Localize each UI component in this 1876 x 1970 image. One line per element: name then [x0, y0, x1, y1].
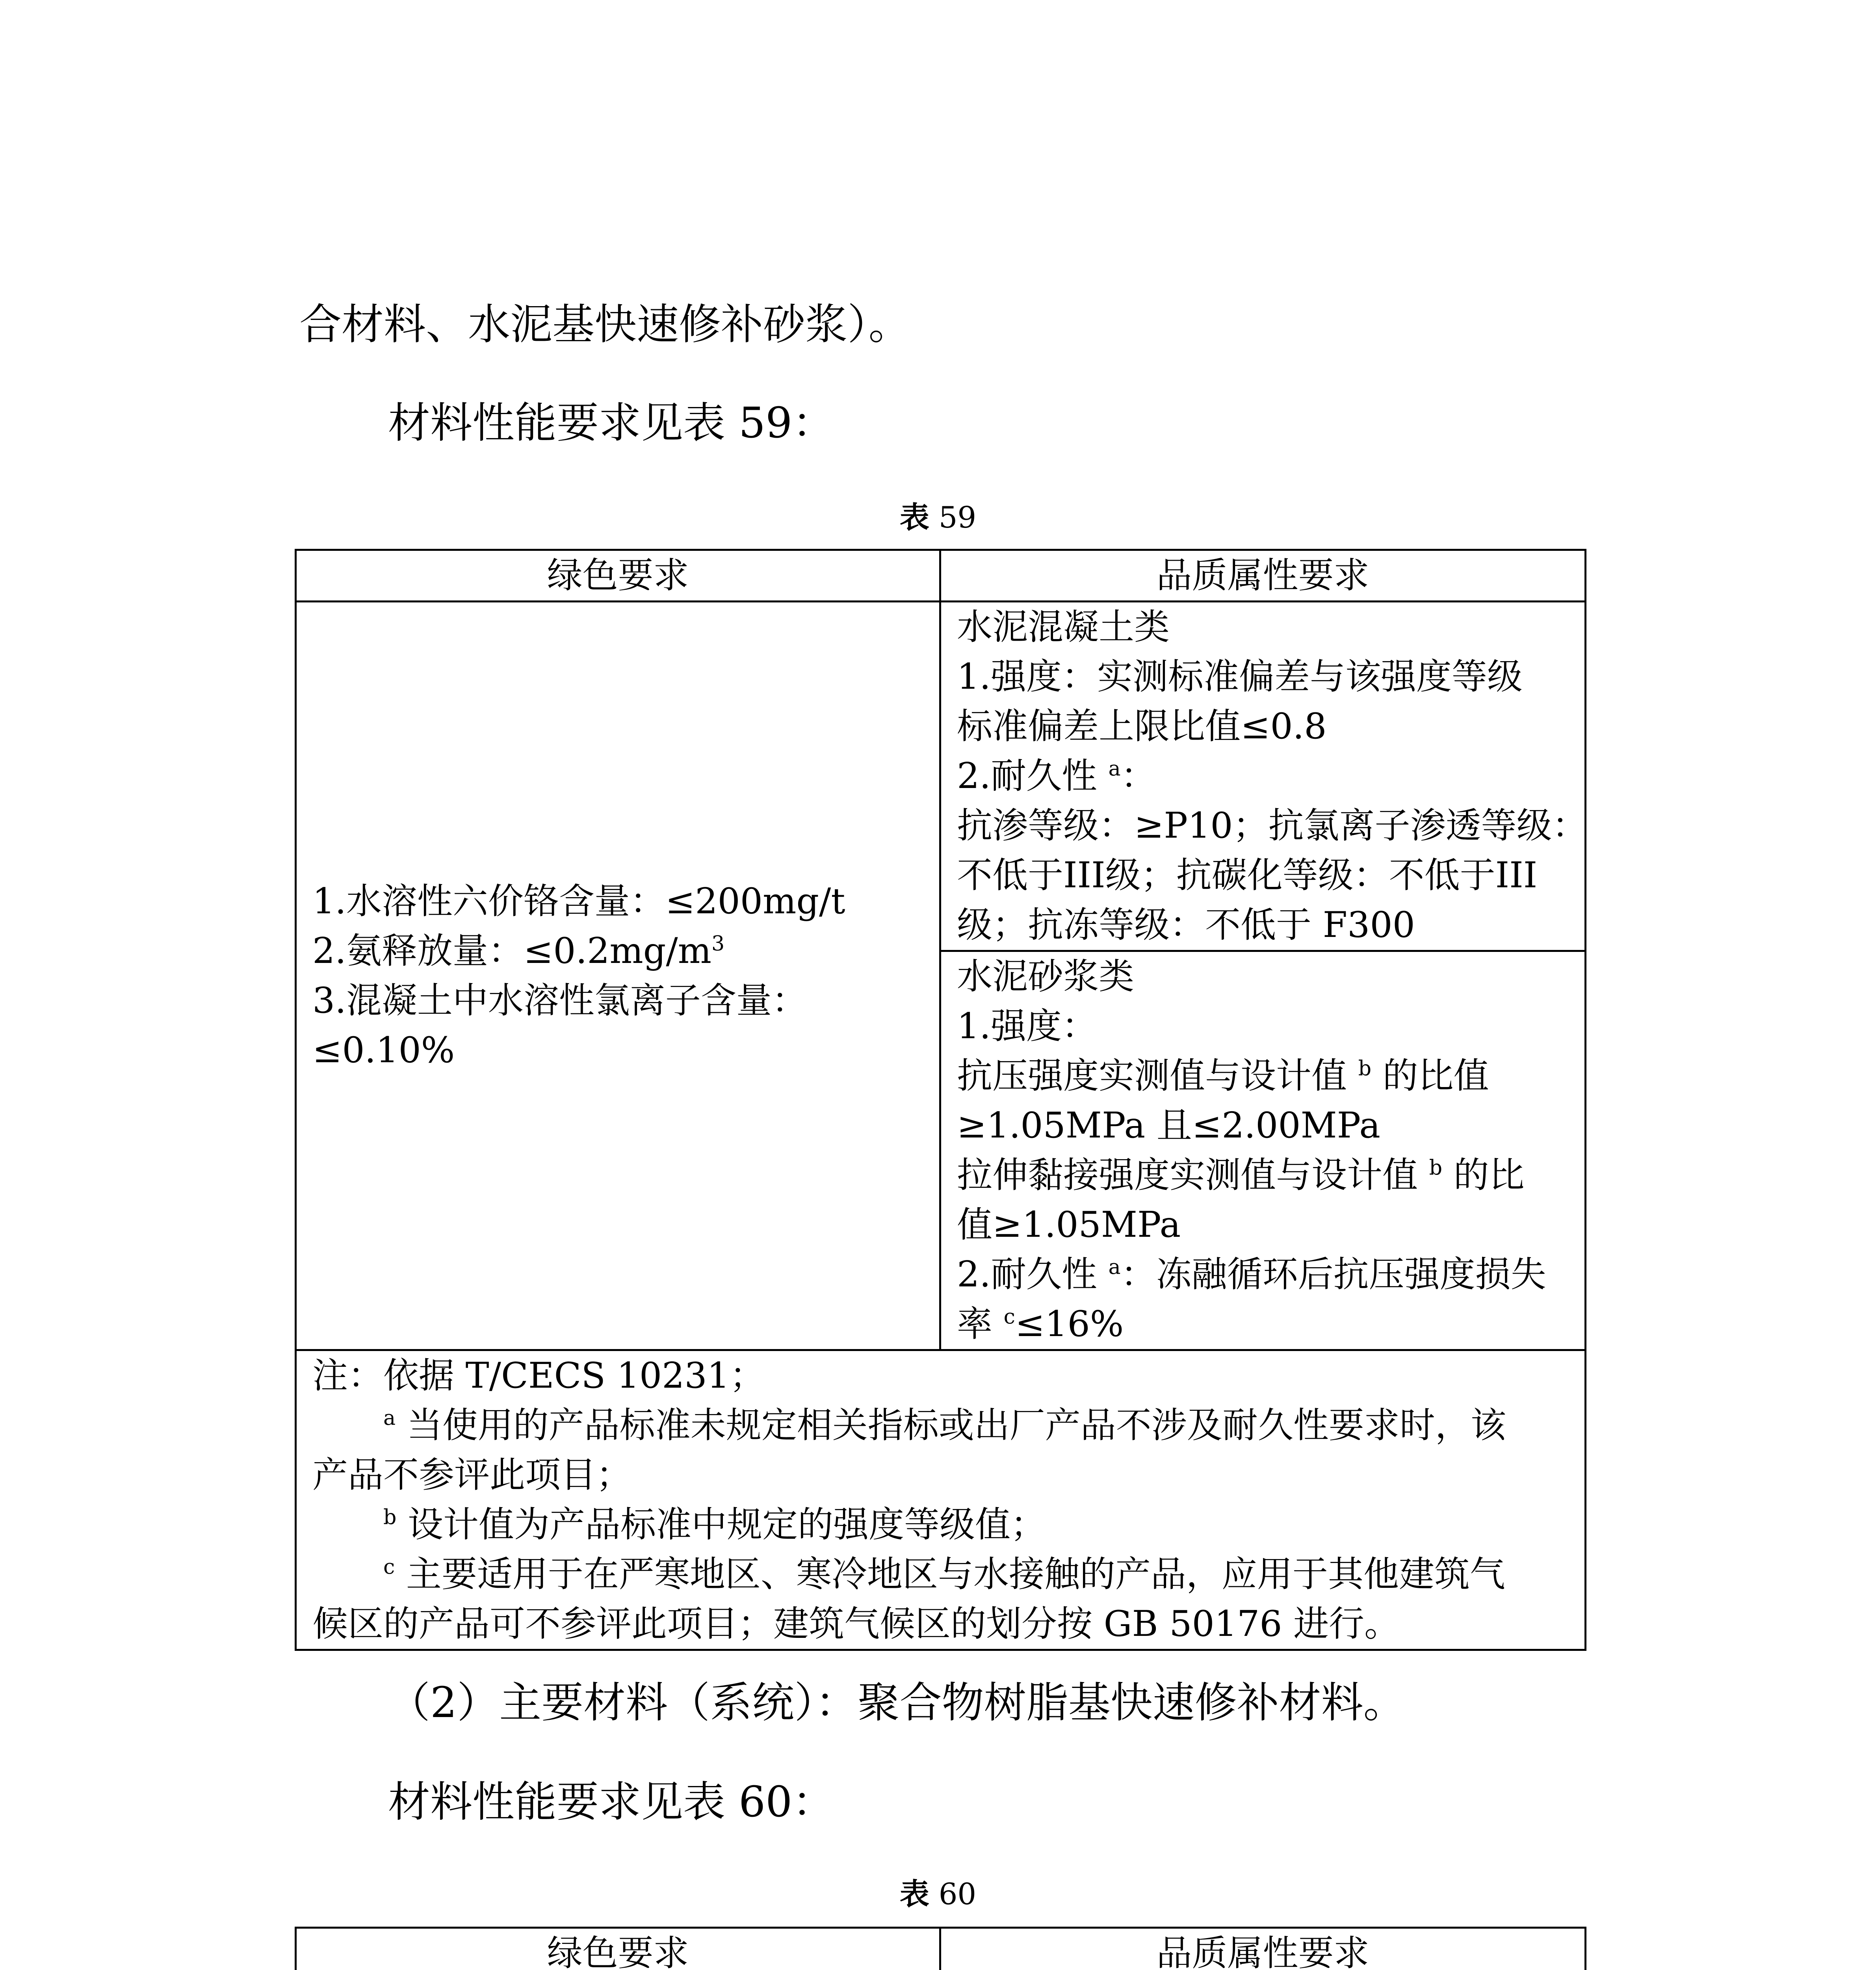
mortar-strength: 1.强度： [957, 1005, 1097, 1047]
mortar-compressive-range: ≥1.05MPa 且≤2.00MPa [957, 1105, 1380, 1146]
table60-caption [0, 1876, 1876, 1912]
superscript: c [1003, 1305, 1015, 1329]
paragraph-table59-intro: 材料性能要求见表 59： [388, 399, 835, 448]
note-a-text: 当使用的产品标准未规定相关指标或出厂产品不涉及耐久性要求时，该 [396, 1405, 1506, 1446]
concrete-durability-text: 2.耐久性 [957, 755, 1109, 797]
superscript: b [1358, 1057, 1372, 1081]
green-item-ammonia-text: 2.氨释放量：≤0.2mg/m [312, 930, 712, 972]
table-caption-number: 59 [929, 500, 977, 535]
table59-header-green: 绿色要求 [296, 550, 940, 602]
mortar-durability [957, 1250, 1569, 1299]
mortar-durability-value [957, 1299, 1569, 1349]
mortar-tensile [957, 1150, 1569, 1200]
table59-green-requirements [296, 602, 940, 1350]
paragraph-continuation: 合材料、水泥基快速修补砂浆）。 [299, 300, 911, 349]
green-item-chloride-value: ≤0.10% [312, 1029, 455, 1071]
superscript: a [383, 1406, 396, 1430]
mortar-tensile-value: 值≥1.05MPa [957, 1204, 1181, 1245]
concrete-durability [957, 751, 1569, 801]
mortar-tensile-text-end: 的比 [1442, 1154, 1525, 1196]
note-a-cont: 产品不参评此项目； [312, 1454, 632, 1496]
mortar-compressive [957, 1051, 1569, 1101]
paragraph-table60-intro: 材料性能要求见表 60： [388, 1778, 835, 1827]
concrete-chloride-carbonation: 不低于III级；抗碳化等级：不低于III [957, 855, 1538, 896]
table-caption-number: 60 [929, 1877, 977, 1911]
superscript: c [383, 1555, 395, 1579]
table-caption-prefix: 表 [899, 500, 929, 535]
green-item-chloride: 3.混凝土中水溶性氯离子含量： [312, 979, 807, 1021]
note-b [312, 1500, 1569, 1550]
concrete-heading: 水泥混凝土类 [957, 606, 1170, 648]
table60-header-green: 绿色要求 [296, 1928, 940, 1970]
mortar-durability-value-text: 率 [957, 1303, 1004, 1345]
concrete-frost: 级；抗冻等级：不低于 F300 [957, 904, 1415, 946]
superscript: 3 [711, 932, 725, 956]
note-c-cont: 候区的产品可不参评此项目；建筑气候区的划分按 GB 50176 进行。 [312, 1603, 1400, 1645]
note-c [312, 1550, 1569, 1599]
table59-mortar-requirements [940, 951, 1586, 1350]
mortar-heading: 水泥砂浆类 [957, 956, 1134, 997]
mortar-compressive-text-end: 的比值 [1371, 1055, 1489, 1097]
table-59 [295, 549, 1586, 1651]
table59-caption [0, 500, 1876, 535]
mortar-durability-text-end: ：冻融循环后抗压强度损失 [1120, 1254, 1546, 1295]
table-60 [295, 1927, 1586, 1970]
table-caption-prefix: 表 [899, 1877, 929, 1911]
note-c-text: 主要适用于在严寒地区、寒冷地区与水接触的产品，应用于其他建筑气 [395, 1554, 1505, 1595]
mortar-durability-text: 2.耐久性 [957, 1254, 1109, 1295]
table60-header-quality: 品质属性要求 [940, 1928, 1586, 1970]
superscript: b [383, 1505, 397, 1530]
table59-header-quality: 品质属性要求 [940, 550, 1586, 602]
table59-concrete-requirements [940, 602, 1586, 951]
superscript: b [1429, 1156, 1443, 1180]
mortar-tensile-text: 拉伸黏接强度实测值与设计值 [957, 1154, 1429, 1196]
concrete-impermeability: 抗渗等级：≥P10；抗氯离子渗透等级： [957, 805, 1588, 846]
paragraph-section-2: （2）主要材料（系统）：聚合物树脂基快速修补材料。 [388, 1678, 1406, 1727]
note-a [312, 1401, 1569, 1450]
table59-notes [296, 1350, 1586, 1650]
green-item-ammonia [312, 926, 923, 976]
superscript: a [1108, 757, 1121, 781]
mortar-compressive-text: 抗压强度实测值与设计值 [957, 1055, 1358, 1097]
note-basis: 注：依据 T/CECS 10231； [312, 1355, 765, 1396]
mortar-durability-value-end: ≤16% [1015, 1303, 1124, 1345]
note-b-text: 设计值为产品标准中规定的强度等级值； [396, 1504, 1046, 1545]
concrete-durability-colon: ： [1120, 755, 1156, 797]
concrete-strength: 1.强度：实测标准偏差与该强度等级 [957, 656, 1523, 697]
superscript: a [1108, 1255, 1121, 1279]
concrete-strength-cont: 标准偏差上限比值≤0.8 [957, 706, 1327, 747]
green-item-chromium: 1.水溶性六价铬含量：≤200mg/t [312, 880, 845, 922]
